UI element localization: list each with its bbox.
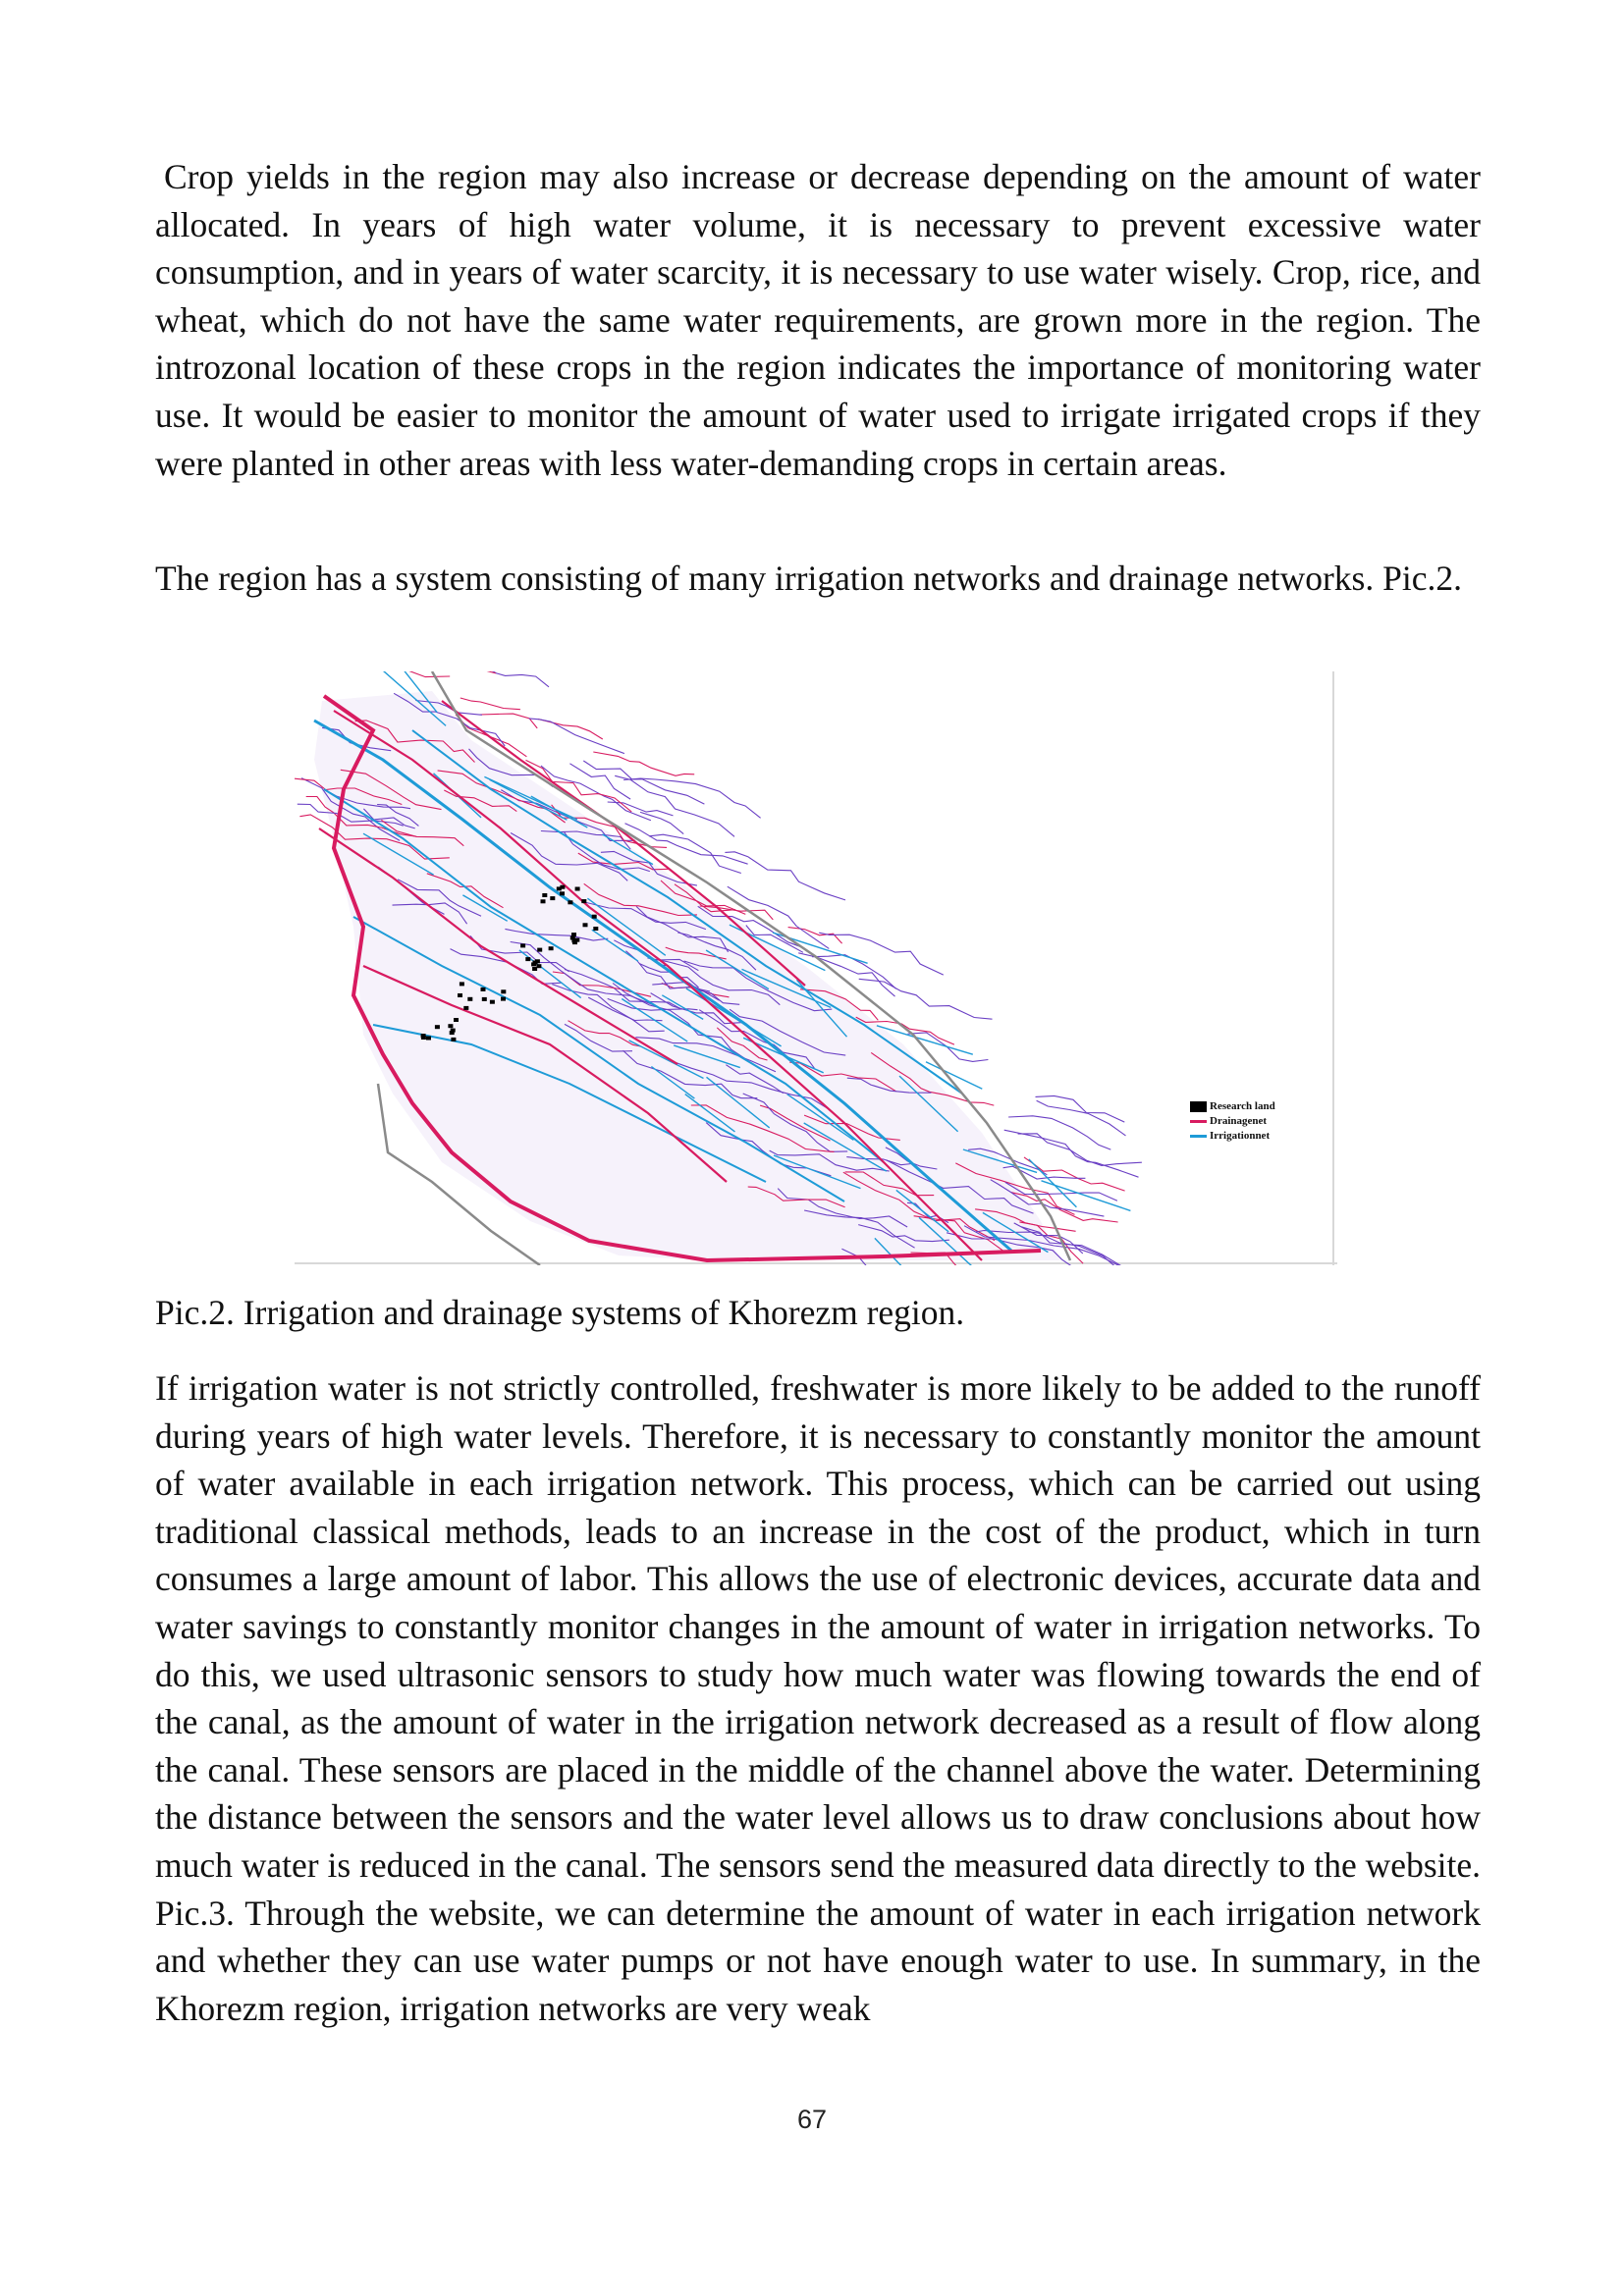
minor-channel xyxy=(394,671,496,673)
figure-caption: Pic.2. Irrigation and drainage systems of Khorezm region. xyxy=(155,1293,965,1332)
research-land-plot xyxy=(501,997,506,1001)
legend-label-research: Research land xyxy=(1210,1100,1275,1112)
research-land-plot xyxy=(482,997,487,1001)
legend-row-drainage xyxy=(1190,1114,1327,1129)
research-land-plot xyxy=(435,1025,440,1029)
research-land-plot xyxy=(454,1018,459,1022)
research-land-plot xyxy=(571,933,576,936)
minor-channel xyxy=(1008,1116,1110,1149)
research-land-plot xyxy=(448,1024,453,1028)
research-land-plot xyxy=(541,899,546,903)
research-land-plot xyxy=(550,896,555,900)
research-land-plot xyxy=(560,885,565,889)
minor-channel xyxy=(640,812,683,833)
research-land-plot xyxy=(581,899,586,903)
research-land-plot xyxy=(560,891,565,895)
legend-label-irrigation: Irrigationnet xyxy=(1210,1130,1271,1142)
research-land-plot xyxy=(572,940,577,944)
research-land-plot xyxy=(460,982,464,986)
minor-channel xyxy=(1018,1134,1142,1166)
body-paragraph-3: If irrigation water is not strictly controlled, freshwater is more likely to be added to the runoff during years of high water levels. Therefore, it is necessary to constantly monitor the amount of water available in each irrigation network. This process, which can be carried out using traditional classical methods, leads to an increase in the cost of the product, which in turn consumes a large amount of labor. This allows the use of electronic devices, accurate data and water savings to constantly monitor changes in the amount of water in irrigation networks. To do this, we used ultrasonic sensors to study how much water was flowing towards the end of the canal, as the amount of water in the irrigation network decreased as a result of flow along the canal. These sensors are placed in the middle of the channel above the water. Determining the distance between the sensors and the water level allows us to draw conclusions about how much water is reduced in the canal. The sensors send the measured data directly to the website. Pic.3. Through the website, we can determine the amount of water in each irrigation network and whether they can use water pumps or not have enough water to use. In summary, in the Khorezm region, irrigation networks are very weak xyxy=(155,1368,1481,2028)
map-legend xyxy=(1190,1099,1327,1144)
research-land-plot xyxy=(520,943,525,947)
research-land-plot xyxy=(467,997,472,1001)
research-land-plot xyxy=(451,1038,456,1041)
body-paragraph-1: Crop yields in the region may also increase or decrease depending on the amount of water allocated. In years of high water volume, it is necessary to prevent excessive water consumption, and in years of water scarcity, it is necessary to use water wisely. Crop, rice, and wheat, which do not have the same water requirements, are grown more in the region. The introzonal location of these crops in the region indicates the importance of monitoring water use. It would be easier to monitor the amount of water used to irrigate irrigated crops if they were planted in other areas with less water-demanding crops in certain areas. xyxy=(155,157,1481,483)
minor-channel xyxy=(725,852,845,900)
legend-label-drainage: Drainagenet xyxy=(1210,1115,1268,1127)
research-land-plot xyxy=(549,946,554,950)
research-land-plot xyxy=(458,993,462,997)
minor-channel xyxy=(1024,1157,1125,1191)
minor-channel xyxy=(463,671,549,687)
legend-row-research xyxy=(1190,1099,1327,1114)
minor-channel xyxy=(593,752,694,775)
research-land-plot xyxy=(525,957,530,961)
minor-channel xyxy=(538,720,603,740)
research-land-plot xyxy=(592,915,597,919)
research-land-plot xyxy=(463,1006,468,1010)
irrigation-swatch xyxy=(1190,1135,1207,1138)
research-land-plot xyxy=(593,927,598,931)
research-land-plot xyxy=(583,923,588,927)
minor-channel xyxy=(479,714,537,728)
research-land-plot xyxy=(490,1000,495,1004)
research-land-plot xyxy=(542,893,547,897)
research-land-plot xyxy=(536,964,541,968)
research-land-plot xyxy=(501,989,506,993)
minor-channel xyxy=(382,671,450,677)
research-land-plot xyxy=(532,967,537,971)
drainage-swatch xyxy=(1190,1120,1207,1123)
irrigation-drainage-map-figure xyxy=(295,671,1337,1265)
khorezm-map xyxy=(295,671,1337,1265)
research-land-plot xyxy=(421,1034,426,1038)
minor-channel xyxy=(1004,1130,1139,1177)
minor-channel xyxy=(859,979,993,1019)
research-land-plot xyxy=(450,1031,455,1035)
minor-channel xyxy=(460,698,520,710)
research-land-plot xyxy=(426,1037,431,1041)
minor-channel xyxy=(529,719,624,754)
body-paragraph-2: The region has a system consisting of many irrigation networks and drainage networks. Pic.2. xyxy=(155,559,1462,598)
page-number: 67 xyxy=(796,2105,828,2134)
research-land-plot xyxy=(533,961,538,965)
research-land-swatch xyxy=(1190,1101,1207,1112)
research-land-plot xyxy=(537,948,542,952)
research-land-plot xyxy=(481,988,486,991)
legend-row-irrigation xyxy=(1190,1129,1327,1144)
region-area xyxy=(314,691,1060,1260)
research-land-plot xyxy=(575,887,580,891)
research-land-plot xyxy=(568,900,572,904)
